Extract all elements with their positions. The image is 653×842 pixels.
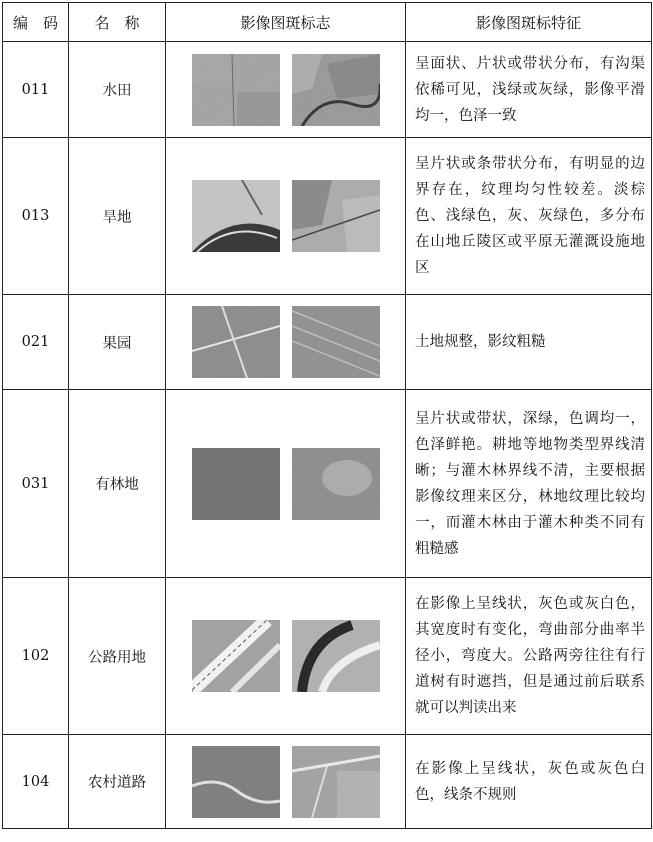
table-row [3,578,652,735]
header-image-sign: 影像图斑标志 [166,3,406,42]
row-code: 102 [3,578,69,735]
row-images [166,42,406,138]
table-row [3,295,652,390]
row-code: 011 [3,42,69,138]
table-row [3,390,652,578]
orchard-image [192,306,280,378]
row-code: 013 [3,138,69,295]
row-images [166,138,406,295]
paddy-field-image [192,54,280,126]
rural-road-image [292,746,380,818]
row-description: 在影像上呈线状，灰色或灰色白色，线条不规则 [406,735,652,829]
row-name: 农村道路 [69,735,166,829]
table-header-row [3,3,652,42]
rural-road-image [192,746,280,818]
header-name: 名 称 [69,3,166,42]
header-code: 编 码 [3,3,69,42]
highway-image [192,620,280,692]
row-description: 呈片状或带状，深绿，色调均一，色泽鲜艳。耕地等地物类型界线清晰；与灌木林界线不清，主要根据影像纹理来区分，林地纹理比较均一，而灌木林由于灌木种类不同有粗糙感 [406,390,652,578]
row-name: 公路用地 [69,578,166,735]
row-code: 104 [3,735,69,829]
table-row [3,138,652,295]
forest-image [192,448,280,520]
row-description: 呈片状或条带状分布，有明显的边界存在，纹理均匀性较差。淡棕色、浅绿色，灰、灰绿色，多分布在山地丘陵区或平原无灌溉设施地区 [406,138,652,295]
paddy-field-image [292,54,380,126]
row-images [166,578,406,735]
land-use-classification-table [2,2,652,829]
row-name: 有林地 [69,390,166,578]
row-description: 土地规整，影纹粗糙 [406,295,652,390]
table-row [3,735,652,829]
row-code: 031 [3,390,69,578]
highway-image [292,620,380,692]
row-images [166,735,406,829]
row-name: 旱地 [69,138,166,295]
row-description: 呈面状、片状或带状分布，有沟渠依稀可见，浅绿或灰绿，影像平滑均一，色泽一致 [406,42,652,138]
row-code: 021 [3,295,69,390]
orchard-image [292,306,380,378]
row-images [166,295,406,390]
table-row [3,42,652,138]
row-images [166,390,406,578]
row-name: 水田 [69,42,166,138]
row-description: 在影像上呈线状，灰色或灰白色，其宽度时有变化，弯曲部分曲率半径小，弯度大。公路两旁往往有行道树有时遮挡，但是通过前后联系就可以判读出来 [406,578,652,735]
row-name: 果园 [69,295,166,390]
forest-image [292,448,380,520]
header-image-feature: 影像图斑标特征 [406,3,652,42]
dry-land-image [292,180,380,252]
dry-land-image [192,180,280,252]
